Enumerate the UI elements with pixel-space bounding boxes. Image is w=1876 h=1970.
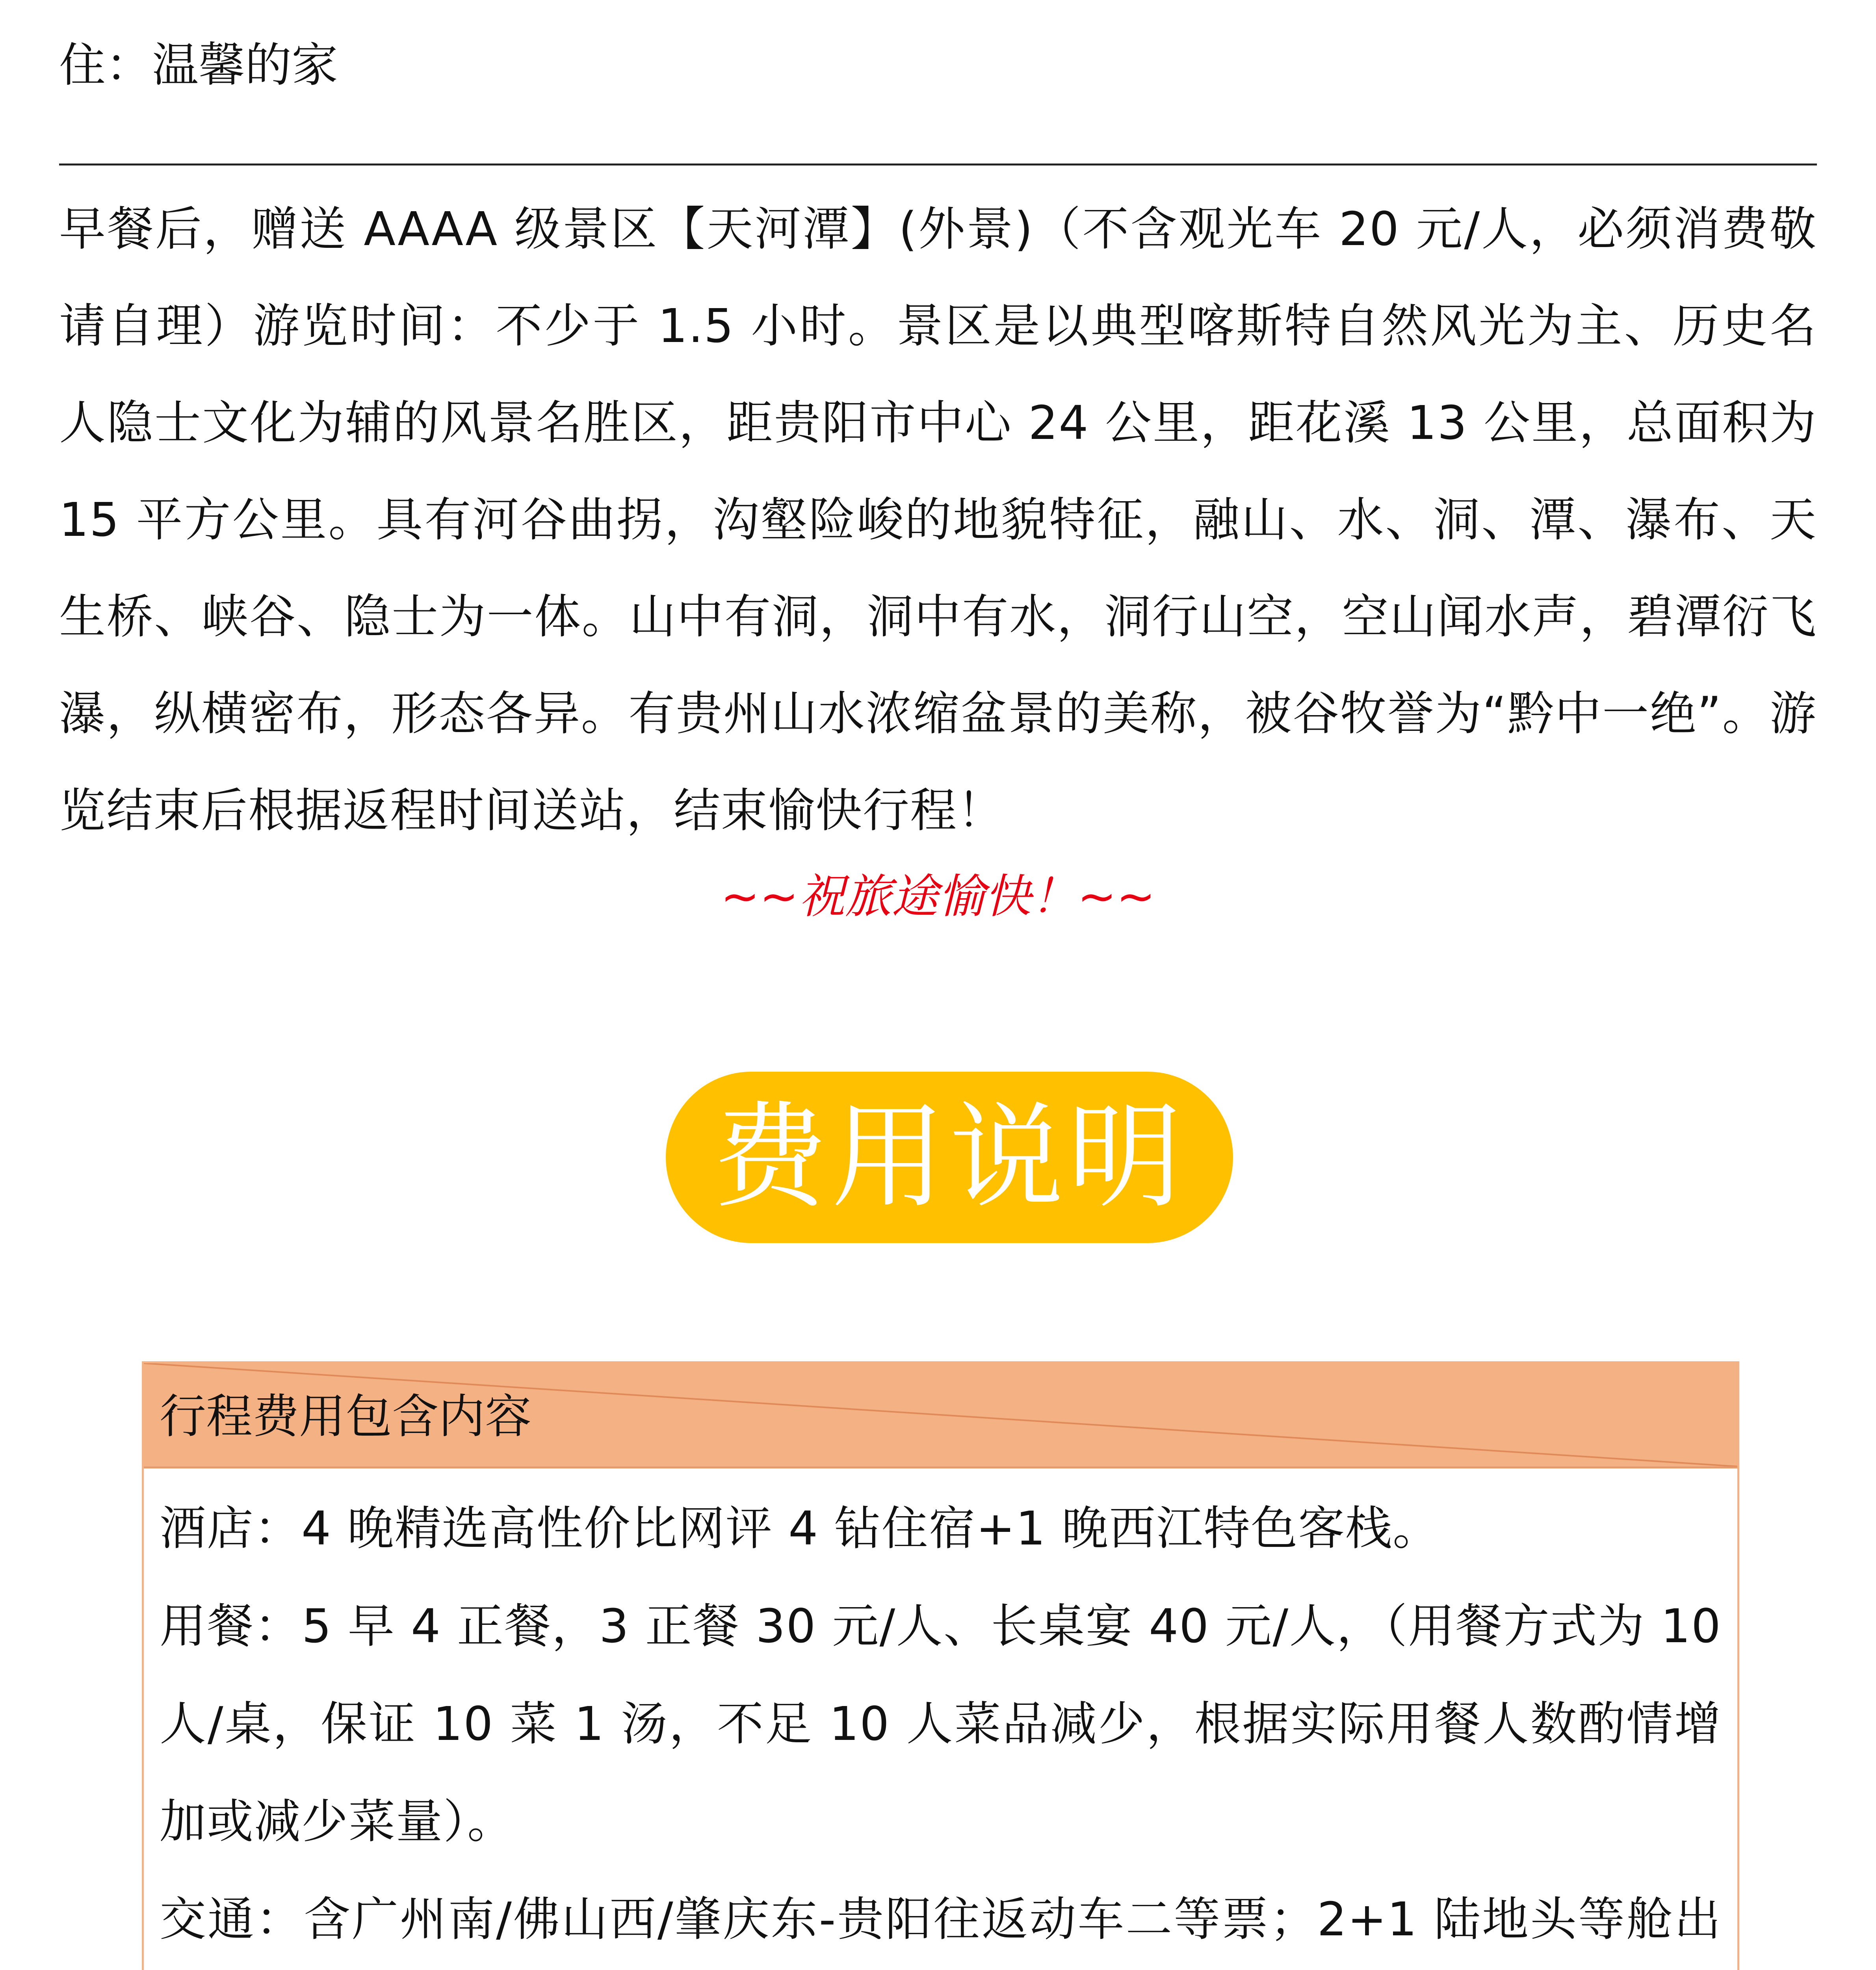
fee-table-header-label: 行程费用包含内容 bbox=[160, 1389, 532, 1444]
fee-item-hotel: 酒店：4 晚精选高性价比网评 4 钻住宿+1 晚西江特色客栈。 bbox=[160, 1501, 1440, 1556]
section-title-pill bbox=[666, 1072, 1233, 1243]
fee-table-header bbox=[144, 1363, 1737, 1468]
itinerary-paragraph: 早餐后，赠送 AAAA 级景区【天河潭】(外景)（不含观光车 20 元/人，必须消费敬请自理）游览时间：不少于 1.5 小时。景区是以典型喀斯特自然风光为主、历史名人隐士文化为辅的风景名胜区，距贵阳市中心 24 公里，距花溪 13 公里，总面积为 15 平方公里。具有河谷曲拐，沟壑险峻的地貌特征，融山、水、洞、潭、瀑布、天生桥、峡谷、隐士为一体。山中有洞，洞中有水，洞行山空，空山闻水声，碧潭衍飞瀑，纵横密布，形态各异。有贵州山水浓缩盆景的美称，被谷牧誉为“黔中一绝”。游览结束后根据返程时间送站，结束愉快行程！ bbox=[59, 202, 1817, 838]
fee-item-transport: 交通：含广州南/佛山西/肇庆东-贵阳往返动车二等票；2+1 陆地头等舱出 bbox=[160, 1892, 1722, 1946]
fee-item-meals: 用餐：5 早 4 正餐，3 正餐 30 元/人、长桌宴 40 元/人，（用餐方式为 10 人/桌，保证 10 菜 1 汤，不足 10 人菜品减少，根据实际用餐人数酌情增加或减少菜量）。 bbox=[160, 1599, 1722, 1849]
accommodation-line: 住：温馨的家 bbox=[59, 38, 338, 92]
fee-table-body bbox=[144, 1468, 1737, 1970]
section-title: 费用说明 bbox=[713, 1091, 1186, 1224]
divider-line bbox=[59, 164, 1817, 165]
fee-table bbox=[142, 1361, 1739, 1970]
greeting-text: ~~祝旅途愉快！~~ bbox=[721, 869, 1155, 924]
